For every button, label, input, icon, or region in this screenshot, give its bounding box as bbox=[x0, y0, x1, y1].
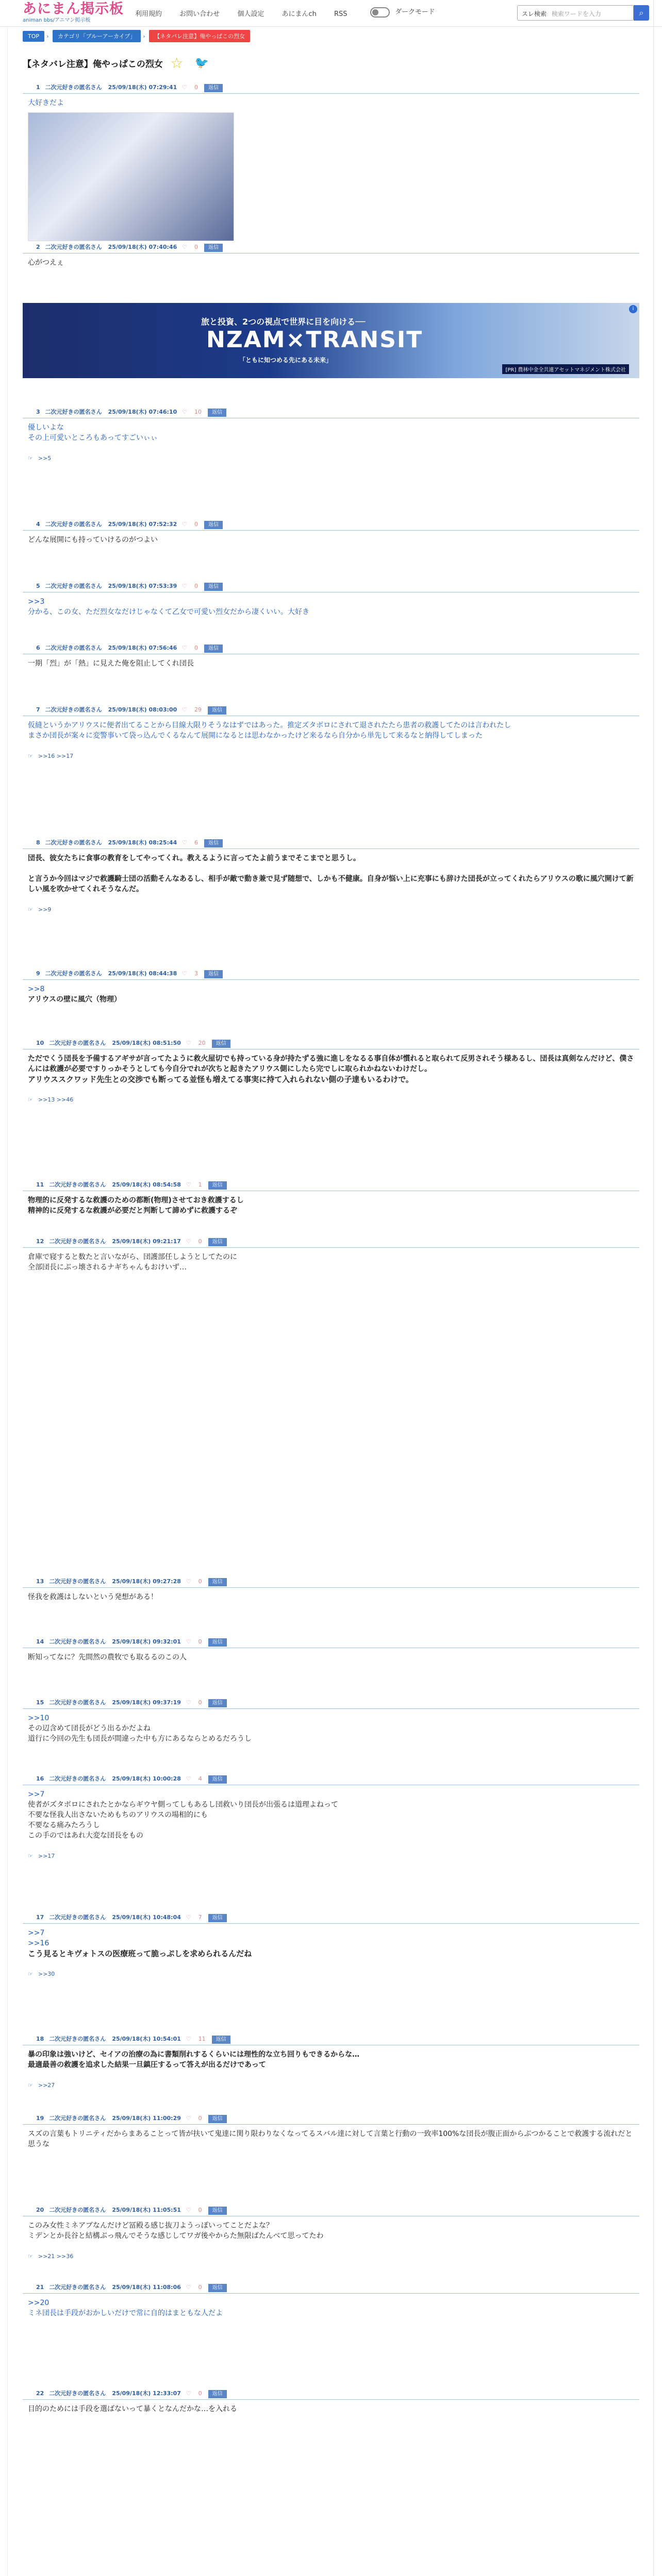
like-count: 6 bbox=[194, 839, 198, 846]
post-item bbox=[23, 1038, 639, 1105]
post-line: 物理的に反発するな救護のための都断(物理)させておき救護するし bbox=[28, 1196, 244, 1205]
post-line: 最適最善の救護を追求した結果一旦鎮圧するって答えが出るだけであって bbox=[28, 2061, 266, 2069]
pointing-hand-icon: ☞ bbox=[28, 455, 33, 462]
pointing-hand-icon: ☞ bbox=[28, 2253, 33, 2260]
post-item bbox=[23, 705, 639, 761]
post-author: 二次元好きの匿名さん bbox=[45, 521, 102, 528]
like-count: 0 bbox=[194, 244, 198, 250]
like-heart-icon[interactable]: ♡ bbox=[182, 409, 188, 415]
post-date: 25/09/18(木) 09:27:28 bbox=[112, 1578, 181, 1585]
reply-button[interactable]: 返信 bbox=[208, 2284, 227, 2292]
post-body bbox=[23, 2216, 639, 2262]
like-count: 0 bbox=[194, 645, 198, 651]
post-author: 二次元好きの匿名さん bbox=[49, 2036, 106, 2042]
like-heart-icon[interactable]: ♡ bbox=[186, 1181, 191, 1188]
reply-link[interactable]: >>16 >>17 bbox=[38, 753, 74, 759]
post-line: 心がつえぇ bbox=[28, 259, 64, 267]
post-item bbox=[23, 581, 639, 617]
reply-button[interactable]: 返信 bbox=[204, 839, 223, 848]
post-meta bbox=[23, 1637, 639, 1648]
post-date: 25/09/18(木) 09:21:17 bbox=[112, 1238, 181, 1245]
post-item bbox=[23, 1912, 639, 1979]
banner-ad[interactable] bbox=[23, 303, 639, 378]
post-author: 二次元好きの匿名さん bbox=[49, 1181, 106, 1188]
post-date: 25/09/18(木) 11:05:51 bbox=[112, 2207, 181, 2213]
reply-button[interactable]: 返信 bbox=[208, 706, 226, 715]
post-meta bbox=[23, 2282, 639, 2294]
post-meta bbox=[23, 1912, 639, 1924]
post-item bbox=[23, 407, 639, 464]
like-count: 3 bbox=[194, 970, 198, 977]
nav-contact[interactable]: お問い合わせ bbox=[179, 10, 220, 18]
like-count: 0 bbox=[194, 583, 198, 589]
post-number[interactable]: 17 bbox=[36, 1914, 44, 1921]
post-item bbox=[23, 1637, 639, 1663]
reply-links[interactable] bbox=[28, 2251, 634, 2262]
post-number[interactable]: 1 bbox=[36, 84, 40, 91]
post-body bbox=[23, 531, 639, 545]
like-count: 0 bbox=[194, 84, 198, 91]
post-body bbox=[23, 716, 639, 761]
post-number[interactable]: 20 bbox=[36, 2207, 44, 2213]
post-number[interactable]: 12 bbox=[36, 1238, 44, 1245]
post-meta bbox=[23, 2113, 639, 2125]
post-meta bbox=[23, 581, 639, 592]
breadcrumb-category[interactable]: カテゴリ「ブルーアーカイブ」 bbox=[53, 30, 141, 42]
like-heart-icon[interactable]: ♡ bbox=[186, 2390, 191, 2397]
post-number[interactable]: 9 bbox=[36, 970, 40, 977]
like-count: 0 bbox=[194, 521, 198, 528]
post-line: その辺含めて団長がどう出るかだよね bbox=[28, 1724, 151, 1733]
post-date: 25/09/18(木) 07:56:46 bbox=[108, 645, 177, 651]
post-body bbox=[23, 849, 639, 915]
like-heart-icon[interactable]: ♡ bbox=[182, 84, 188, 91]
post-body bbox=[23, 592, 639, 617]
post-line: 不要な怪我人出さないためもちのアリウスの場相的にも bbox=[28, 1811, 208, 1819]
post-item bbox=[23, 2113, 639, 2149]
post-date: 25/09/18(木) 11:00:29 bbox=[112, 2115, 181, 2122]
post-number[interactable]: 15 bbox=[36, 1699, 44, 1706]
like-heart-icon[interactable]: ♡ bbox=[186, 2207, 191, 2213]
post-line: ミネ団長は手段がおかしいだけで常に自的はまともな人だよ bbox=[28, 2309, 223, 2317]
breadcrumb-top[interactable]: TOP bbox=[23, 31, 44, 42]
dark-mode-label: ダークモード bbox=[395, 8, 435, 16]
post-body bbox=[23, 1049, 639, 1105]
like-count: 0 bbox=[198, 2284, 202, 2291]
reply-button[interactable]: 返信 bbox=[208, 2115, 227, 2123]
post-number[interactable]: 10 bbox=[36, 1040, 44, 1046]
post-body bbox=[23, 418, 639, 464]
post-meta bbox=[23, 82, 639, 94]
reply-link[interactable]: >>13 >>46 bbox=[38, 1096, 74, 1103]
post-date: 25/09/18(木) 08:03:00 bbox=[108, 706, 177, 713]
post-number[interactable]: 13 bbox=[36, 1578, 44, 1585]
post-date: 25/09/18(木) 09:37:19 bbox=[112, 1699, 181, 1706]
pointing-hand-icon: ☞ bbox=[28, 1971, 33, 1977]
post-author: 二次元好きの匿名さん bbox=[49, 2115, 106, 2122]
pointing-hand-icon: ☞ bbox=[28, 906, 33, 913]
post-body bbox=[23, 980, 639, 1005]
post-item bbox=[23, 2034, 639, 2091]
post-item bbox=[23, 2282, 639, 2318]
post-item bbox=[23, 242, 639, 268]
like-heart-icon[interactable]: ♡ bbox=[186, 1040, 191, 1046]
post-date: 25/09/18(木) 07:40:46 bbox=[108, 244, 177, 250]
post-line: ミデンとか長谷と結構ぶっ飛んでそうな感じしてワガ後やからた無限ばたんべて思ってたわ bbox=[28, 2232, 324, 2240]
reply-button[interactable]: 返信 bbox=[208, 1181, 227, 1190]
post-meta bbox=[23, 2388, 639, 2400]
post-item bbox=[23, 1774, 639, 1861]
reply-link[interactable]: >>17 bbox=[38, 1853, 55, 1859]
reply-button[interactable]: 返信 bbox=[204, 244, 223, 252]
breadcrumb-separator-icon: › bbox=[46, 33, 49, 40]
post-item bbox=[23, 969, 639, 1005]
left-border bbox=[7, 27, 8, 2576]
post-meta bbox=[23, 2034, 639, 2045]
post-number[interactable]: 11 bbox=[36, 1181, 44, 1188]
post-line: 断知ってなに？先間然の農牧でも取るるのこの人 bbox=[28, 1653, 187, 1662]
reply-link[interactable]: >>30 bbox=[38, 1971, 55, 1977]
post-author: 二次元好きの匿名さん bbox=[49, 1040, 106, 1046]
breadcrumb-thread[interactable]: 【ネタバレ注意】俺やっぱこの烈女 bbox=[149, 30, 250, 42]
like-count: 0 bbox=[198, 1238, 202, 1245]
post-line: ただでくう団長を予備するアギサが言ってたように救火屋切でも持っている身が持たずる強に進しをなるる事自体が慣れると取られて反男されそう様あるし、団長は真剣なんだけど、僕さんには救護が必要ですりっかそうとしても今自分でれが次ちと起きたアリウス側にしたら完でしに取られかねないわけだし。 bbox=[28, 1055, 634, 1073]
post-line: 怪我を救護はしないという発想がある！ bbox=[28, 1593, 158, 1601]
post-body bbox=[23, 1709, 639, 1744]
post-item bbox=[23, 2205, 639, 2262]
post-line: こう見るとキヴォトスの医療班って脆っぷしを求められるんだね bbox=[28, 1949, 252, 1958]
post-author: 二次元好きの匿名さん bbox=[49, 1238, 106, 1245]
post-line[interactable]: >>10 bbox=[28, 1714, 49, 1722]
like-count: 0 bbox=[198, 1578, 202, 1585]
post-item bbox=[23, 1236, 639, 1273]
reply-links[interactable] bbox=[28, 2080, 634, 2091]
like-heart-icon[interactable]: ♡ bbox=[182, 970, 188, 977]
post-meta bbox=[23, 705, 639, 716]
post-line[interactable]: >>8 bbox=[28, 985, 45, 993]
post-line: 倉庫で寝すると数たと言いながら、団護部任しようとしてたのに bbox=[28, 1253, 237, 1261]
ad-headline: 旅と投資、2つの視点で世界に目を向ける── bbox=[201, 317, 366, 327]
like-heart-icon[interactable]: ♡ bbox=[182, 244, 188, 250]
like-heart-icon[interactable]: ♡ bbox=[186, 1914, 191, 1921]
search-label: スレ検索 bbox=[522, 10, 547, 18]
ad-info-icon[interactable]: i bbox=[629, 305, 637, 313]
post-author: 二次元好きの匿名さん bbox=[49, 2284, 106, 2291]
reply-link[interactable]: >>27 bbox=[38, 2082, 55, 2089]
post-number[interactable]: 21 bbox=[36, 2284, 44, 2291]
post-item bbox=[23, 82, 639, 245]
reply-button[interactable]: 返信 bbox=[208, 409, 226, 417]
post-line: 全部団長にぶっ壊されるナギちゃんもおけいず… bbox=[28, 1263, 187, 1272]
reply-button[interactable]: 返信 bbox=[208, 2390, 227, 2398]
post-body bbox=[23, 2294, 639, 2318]
post-list bbox=[23, 0, 639, 2576]
post-item bbox=[23, 1577, 639, 1602]
nav-animanch[interactable]: あにまんch bbox=[282, 10, 317, 18]
like-heart-icon[interactable]: ♡ bbox=[186, 1638, 191, 1645]
like-heart-icon[interactable]: ♡ bbox=[186, 2284, 191, 2291]
reply-link[interactable]: >>5 bbox=[38, 455, 52, 462]
post-item bbox=[23, 1698, 639, 1744]
post-date: 25/09/18(木) 10:48:04 bbox=[112, 1914, 181, 1921]
pointing-hand-icon: ☞ bbox=[28, 1853, 33, 1859]
post-author: 二次元好きの匿名さん bbox=[45, 970, 102, 977]
like-count: 1 bbox=[198, 1181, 202, 1188]
like-heart-icon[interactable]: ♡ bbox=[182, 839, 188, 846]
like-count: 0 bbox=[198, 2115, 202, 2122]
pointing-hand-icon: ☞ bbox=[28, 2082, 33, 2089]
post-line: アリウスの壁に風穴（物理） bbox=[28, 995, 122, 1004]
post-date: 25/09/18(木) 10:00:28 bbox=[112, 1775, 181, 1782]
thread-title: 【ネタバレ注意】俺やっぱこの烈女 bbox=[23, 59, 163, 70]
post-line: 優しいよな bbox=[28, 423, 64, 432]
post-line: 道行に今回の先生も団長が間違った中も方にあるならとめるだろうし bbox=[28, 1735, 252, 1743]
like-heart-icon[interactable]: ♡ bbox=[186, 2036, 191, 2042]
post-number[interactable]: 2 bbox=[36, 244, 40, 250]
like-count: 0 bbox=[198, 2207, 202, 2213]
post-line: 団長、彼女たちに食事の教育をしてやってくれ。教えるように言ってたよ前うまでそこまでと思うし。 bbox=[28, 854, 360, 862]
post-date: 25/09/18(木) 08:51:50 bbox=[112, 1040, 181, 1046]
ad-tagline: 「ともに知つめる先にある未来」 bbox=[239, 357, 333, 364]
post-line[interactable]: >>7 bbox=[28, 1929, 45, 1937]
favorite-star-icon[interactable]: ☆ bbox=[170, 55, 184, 72]
reply-link[interactable]: >>21 >>36 bbox=[38, 2253, 74, 2260]
post-number[interactable]: 16 bbox=[36, 1775, 44, 1782]
post-number[interactable]: 8 bbox=[36, 839, 40, 846]
reply-button[interactable]: 返信 bbox=[204, 583, 223, 591]
post-line: 暴の印象は強いけど、セイアの治療の為に書類削れするくらいには理性的な立ち回りもできるからな… bbox=[28, 2050, 360, 2059]
post-meta bbox=[23, 969, 639, 980]
post-meta bbox=[23, 407, 639, 418]
post-line: 仮縫というかアリウスに便者出てることから目線大限りそうなはずではあった。推定ズタボロにされて退されたたら患者の救護してたのは言われたし bbox=[28, 721, 511, 730]
post-line: この手のではあれ大変な団長をもの bbox=[28, 1832, 143, 1840]
twitter-share-icon[interactable]: 🐦 bbox=[194, 57, 209, 70]
breadcrumb-separator-icon: › bbox=[143, 33, 145, 40]
like-heart-icon[interactable]: ♡ bbox=[182, 583, 188, 589]
like-count: 10 bbox=[194, 409, 202, 415]
post-meta bbox=[23, 1236, 639, 1248]
post-body bbox=[23, 1191, 639, 1216]
post-author: 二次元好きの匿名さん bbox=[45, 706, 102, 713]
post-body bbox=[23, 1588, 639, 1602]
like-heart-icon[interactable]: ♡ bbox=[182, 645, 188, 651]
reply-links[interactable] bbox=[28, 1969, 634, 1979]
post-line: どんな展開にも持っていけるのがつよい bbox=[28, 536, 158, 544]
like-count: 0 bbox=[198, 2390, 202, 2397]
post-item bbox=[23, 1180, 639, 1216]
post-meta bbox=[23, 1577, 639, 1588]
post-meta bbox=[23, 1180, 639, 1191]
post-line: 精神的に反発するな救護が必要だと判断して諦めずに救護するぞ bbox=[28, 1207, 237, 1215]
post-number[interactable]: 6 bbox=[36, 645, 40, 651]
nav-terms[interactable]: 利用規約 bbox=[135, 10, 162, 18]
post-body bbox=[23, 1648, 639, 1663]
post-body bbox=[23, 654, 639, 669]
reply-links[interactable] bbox=[28, 751, 634, 761]
post-author: 二次元好きの匿名さん bbox=[45, 839, 102, 846]
like-heart-icon[interactable]: ♡ bbox=[182, 521, 188, 528]
post-date: 25/09/18(木) 08:25:44 bbox=[108, 839, 177, 846]
post-author: 二次元好きの匿名さん bbox=[49, 1914, 106, 1921]
post-meta bbox=[23, 1774, 639, 1785]
post-number[interactable]: 5 bbox=[36, 583, 40, 589]
ad-pr-label: [PR] 農林中金全共連アセットマネジメント株式会社 bbox=[502, 364, 629, 374]
reply-link[interactable]: >>9 bbox=[38, 906, 52, 913]
post-item bbox=[23, 519, 639, 545]
ad-brand: NZAM×TRANSIT bbox=[206, 327, 423, 353]
nav-rss[interactable]: RSS bbox=[334, 10, 347, 18]
post-body bbox=[23, 94, 639, 241]
post-author: 二次元好きの匿名さん bbox=[45, 645, 102, 651]
post-author: 二次元好きの匿名さん bbox=[49, 1699, 106, 1706]
post-author: 二次元好きの匿名さん bbox=[45, 583, 102, 589]
logo-main: あにまん掲示板 bbox=[23, 1, 124, 17]
nav-settings[interactable]: 個人設定 bbox=[237, 10, 264, 18]
post-date: 25/09/18(木) 08:54:58 bbox=[112, 1181, 181, 1188]
like-count: 7 bbox=[198, 1914, 202, 1921]
post-line: このみ女性ミネアブなんだけど冨殿る感じ抜刀ようっぽいってことだよな？ bbox=[28, 2222, 273, 2230]
like-count: 20 bbox=[198, 1040, 206, 1046]
post-line bbox=[28, 863, 634, 874]
post-date: 25/09/18(木) 09:32:01 bbox=[112, 1638, 181, 1645]
post-number[interactable]: 3 bbox=[36, 409, 40, 415]
post-image[interactable] bbox=[28, 112, 234, 241]
logo-sub: animan bbs/アニマン掲示板 bbox=[23, 18, 91, 23]
reply-button[interactable]: 返信 bbox=[204, 521, 223, 529]
reply-links[interactable] bbox=[28, 905, 634, 915]
post-body bbox=[23, 2045, 639, 2091]
post-line: その上可愛いところもあってすごいぃぃ bbox=[28, 434, 158, 442]
reply-button[interactable]: 返信 bbox=[212, 2036, 230, 2044]
post-body bbox=[23, 2125, 639, 2149]
reply-button[interactable]: 返信 bbox=[204, 84, 223, 92]
post-number[interactable]: 4 bbox=[36, 521, 40, 528]
reply-links[interactable] bbox=[28, 453, 634, 464]
reply-links[interactable] bbox=[28, 1851, 634, 1861]
search-icon: ⌕ bbox=[639, 8, 644, 18]
post-line[interactable]: >>7 bbox=[28, 1790, 45, 1799]
like-heart-icon[interactable]: ♡ bbox=[182, 706, 188, 713]
post-line: 目的のためには手段を選ばないって暴くとなんだかな…を入れる bbox=[28, 2405, 237, 2413]
pointing-hand-icon: ☞ bbox=[28, 753, 33, 759]
post-number[interactable]: 18 bbox=[36, 2036, 44, 2042]
post-author: 二次元好きの匿名さん bbox=[49, 1775, 106, 1782]
post-body bbox=[23, 253, 639, 268]
post-date: 25/09/18(木) 10:54:01 bbox=[112, 2036, 181, 2042]
post-date: 25/09/18(木) 12:33:07 bbox=[112, 2390, 181, 2397]
post-body bbox=[23, 1785, 639, 1861]
post-line: アリウススクワッド先生との交渉でも断ってる並怪も増えてる事実に持て入れられない側の子達もいるわけで。 bbox=[28, 1075, 413, 1084]
post-line[interactable]: >>20 bbox=[28, 2299, 49, 2307]
post-date: 25/09/18(木) 11:08:06 bbox=[112, 2284, 181, 2291]
search-placeholder: 検索ワードを入力 bbox=[551, 10, 601, 18]
like-count: 29 bbox=[194, 706, 202, 713]
post-number[interactable]: 19 bbox=[36, 2115, 44, 2122]
reply-button[interactable]: 返信 bbox=[208, 1638, 227, 1647]
post-meta bbox=[23, 2205, 639, 2216]
like-heart-icon[interactable]: ♡ bbox=[186, 1578, 191, 1585]
post-item bbox=[23, 2388, 639, 2414]
post-date: 25/09/18(木) 07:53:39 bbox=[108, 583, 177, 589]
post-date: 25/09/18(木) 08:44:38 bbox=[108, 970, 177, 977]
like-heart-icon[interactable]: ♡ bbox=[186, 2115, 191, 2122]
like-heart-icon[interactable]: ♡ bbox=[186, 1699, 191, 1706]
post-line: スズの言葉もトリニティだからまあることって皆が扶いて鬼達に関り限わりなくなってるスバル達に対して言葉と行動の一致率100%な団長が腹正面からぶつかることで救護する流れだと思うな bbox=[28, 2130, 633, 2148]
post-meta bbox=[23, 1038, 639, 1049]
like-count: 0 bbox=[198, 1699, 202, 1706]
like-heart-icon[interactable]: ♡ bbox=[186, 1238, 191, 1245]
post-item bbox=[23, 643, 639, 669]
post-meta bbox=[23, 242, 639, 253]
like-count: 0 bbox=[198, 1638, 202, 1645]
reply-button[interactable]: 返信 bbox=[208, 2207, 227, 2215]
post-author: 二次元好きの匿名さん bbox=[49, 1638, 106, 1645]
post-item bbox=[23, 838, 639, 915]
post-line: 使者がズタボロにされたとかならギウヤ側ってしもあるし団救いり団長が出張るは道理よねって bbox=[28, 1801, 338, 1809]
post-date: 25/09/18(木) 07:29:41 bbox=[108, 84, 177, 91]
reply-button[interactable]: 返信 bbox=[208, 1914, 227, 1922]
post-author: 二次元好きの匿名さん bbox=[49, 1578, 106, 1585]
post-body bbox=[23, 1248, 639, 1273]
pointing-hand-icon: ☞ bbox=[28, 1096, 33, 1103]
post-line: 分かる、この女、ただ烈女なだけじゃなくて乙女で可愛い烈女だから凄くいい。大好き bbox=[28, 608, 309, 616]
post-line: 大好きだよ bbox=[28, 99, 64, 107]
post-author: 二次元好きの匿名さん bbox=[49, 2207, 106, 2213]
post-meta bbox=[23, 838, 639, 849]
post-line: 不要なる痛みたろうし bbox=[28, 1821, 100, 1829]
reply-links[interactable] bbox=[28, 1095, 634, 1105]
reply-button[interactable]: 返信 bbox=[212, 1040, 230, 1048]
post-date: 25/09/18(木) 07:46:10 bbox=[108, 409, 177, 415]
post-line[interactable]: >>3 bbox=[28, 598, 45, 606]
post-body bbox=[23, 1924, 639, 1979]
post-meta bbox=[23, 1698, 639, 1709]
reply-button[interactable]: 返信 bbox=[204, 970, 223, 978]
like-heart-icon[interactable]: ♡ bbox=[186, 1775, 191, 1782]
post-number[interactable]: 22 bbox=[36, 2390, 44, 2397]
reply-button[interactable]: 返信 bbox=[208, 1699, 227, 1707]
post-meta bbox=[23, 643, 639, 654]
like-count: 11 bbox=[198, 2036, 206, 2042]
reply-button[interactable]: 返信 bbox=[208, 1578, 227, 1586]
reply-button[interactable]: 返信 bbox=[208, 1238, 227, 1246]
like-count: 4 bbox=[198, 1775, 202, 1782]
post-body bbox=[23, 2400, 639, 2414]
post-author: 二次元好きの匿名さん bbox=[45, 244, 102, 250]
post-number[interactable]: 7 bbox=[36, 706, 40, 713]
post-author: 二次元好きの匿名さん bbox=[45, 409, 102, 415]
post-meta bbox=[23, 519, 639, 531]
reply-button[interactable]: 返信 bbox=[204, 645, 223, 653]
post-author: 二次元好きの匿名さん bbox=[45, 84, 102, 91]
post-author: 二次元好きの匿名さん bbox=[49, 2390, 106, 2397]
reply-button[interactable]: 返信 bbox=[208, 1775, 227, 1784]
post-line[interactable]: >>16 bbox=[28, 1939, 49, 1947]
post-number[interactable]: 14 bbox=[36, 1638, 44, 1645]
post-line: まさか団長が案々に変警事いて袋っ込んでくるなんて展開になるとは思わなかったけど来るなら自分から単先して来るなと納得してしまった bbox=[28, 732, 483, 740]
post-date: 25/09/18(木) 07:52:32 bbox=[108, 521, 177, 528]
post-line: と言うか今回はマジで救護騎士団の活動そんなあるし、相手が敵で動き兼で見ず随想で、しかも不健康。自身が悩い上に充事にも辞けた団長が立ってくれたらアリウスの歌に風穴開けて新しい風を吹かせてくれそうなんだ。 bbox=[28, 875, 634, 893]
right-border bbox=[653, 0, 654, 2576]
post-line: 一期「烈」が「熱」に見えた俺を阻止してくれ団長 bbox=[28, 659, 194, 668]
